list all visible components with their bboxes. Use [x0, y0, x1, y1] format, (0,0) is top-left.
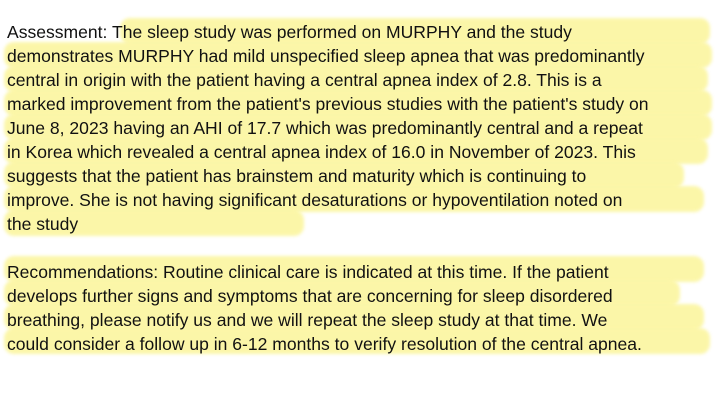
assessment-line: Assessment: The sleep study was performed on MURPHY and the study: [7, 22, 572, 42]
assessment-line: central in origin with the patient having a central apnea index of 2.8. This is a: [7, 70, 602, 90]
assessment-line: suggests that the patient has brainstem and maturity which is continuing to: [7, 166, 587, 186]
assessment-line: the study: [7, 214, 79, 234]
assessment-line: demonstrates MURPHY had mild unspecified sleep apnea that was predominantly: [7, 46, 645, 66]
assessment-line: improve. She is not having significant desaturations or hypoventilation noted on: [7, 190, 623, 210]
recommendations-line: breathing, please notify us and we will repeat the sleep study at that time. We: [7, 310, 608, 330]
recommendations-line: could consider a follow up in 6-12 months to verify resolution of the central apnea.: [7, 334, 642, 354]
assessment-line: June 8, 2023 having an AHI of 17.7 which was predominantly central and a repeat: [7, 118, 643, 138]
recommendations-line: develops further signs and symptoms that are concerning for sleep disordered: [7, 286, 613, 306]
recommendations-paragraph: [7, 260, 712, 356]
assessment-paragraph: [7, 20, 712, 236]
recommendations-line: Recommendations: Routine clinical care is indicated at this time. If the patient: [7, 262, 609, 282]
assessment-line: in Korea which revealed a central apnea index of 16.0 in November of 2023. This: [7, 142, 636, 162]
assessment-line: marked improvement from the patient's previous studies with the patient's study on: [7, 94, 649, 114]
